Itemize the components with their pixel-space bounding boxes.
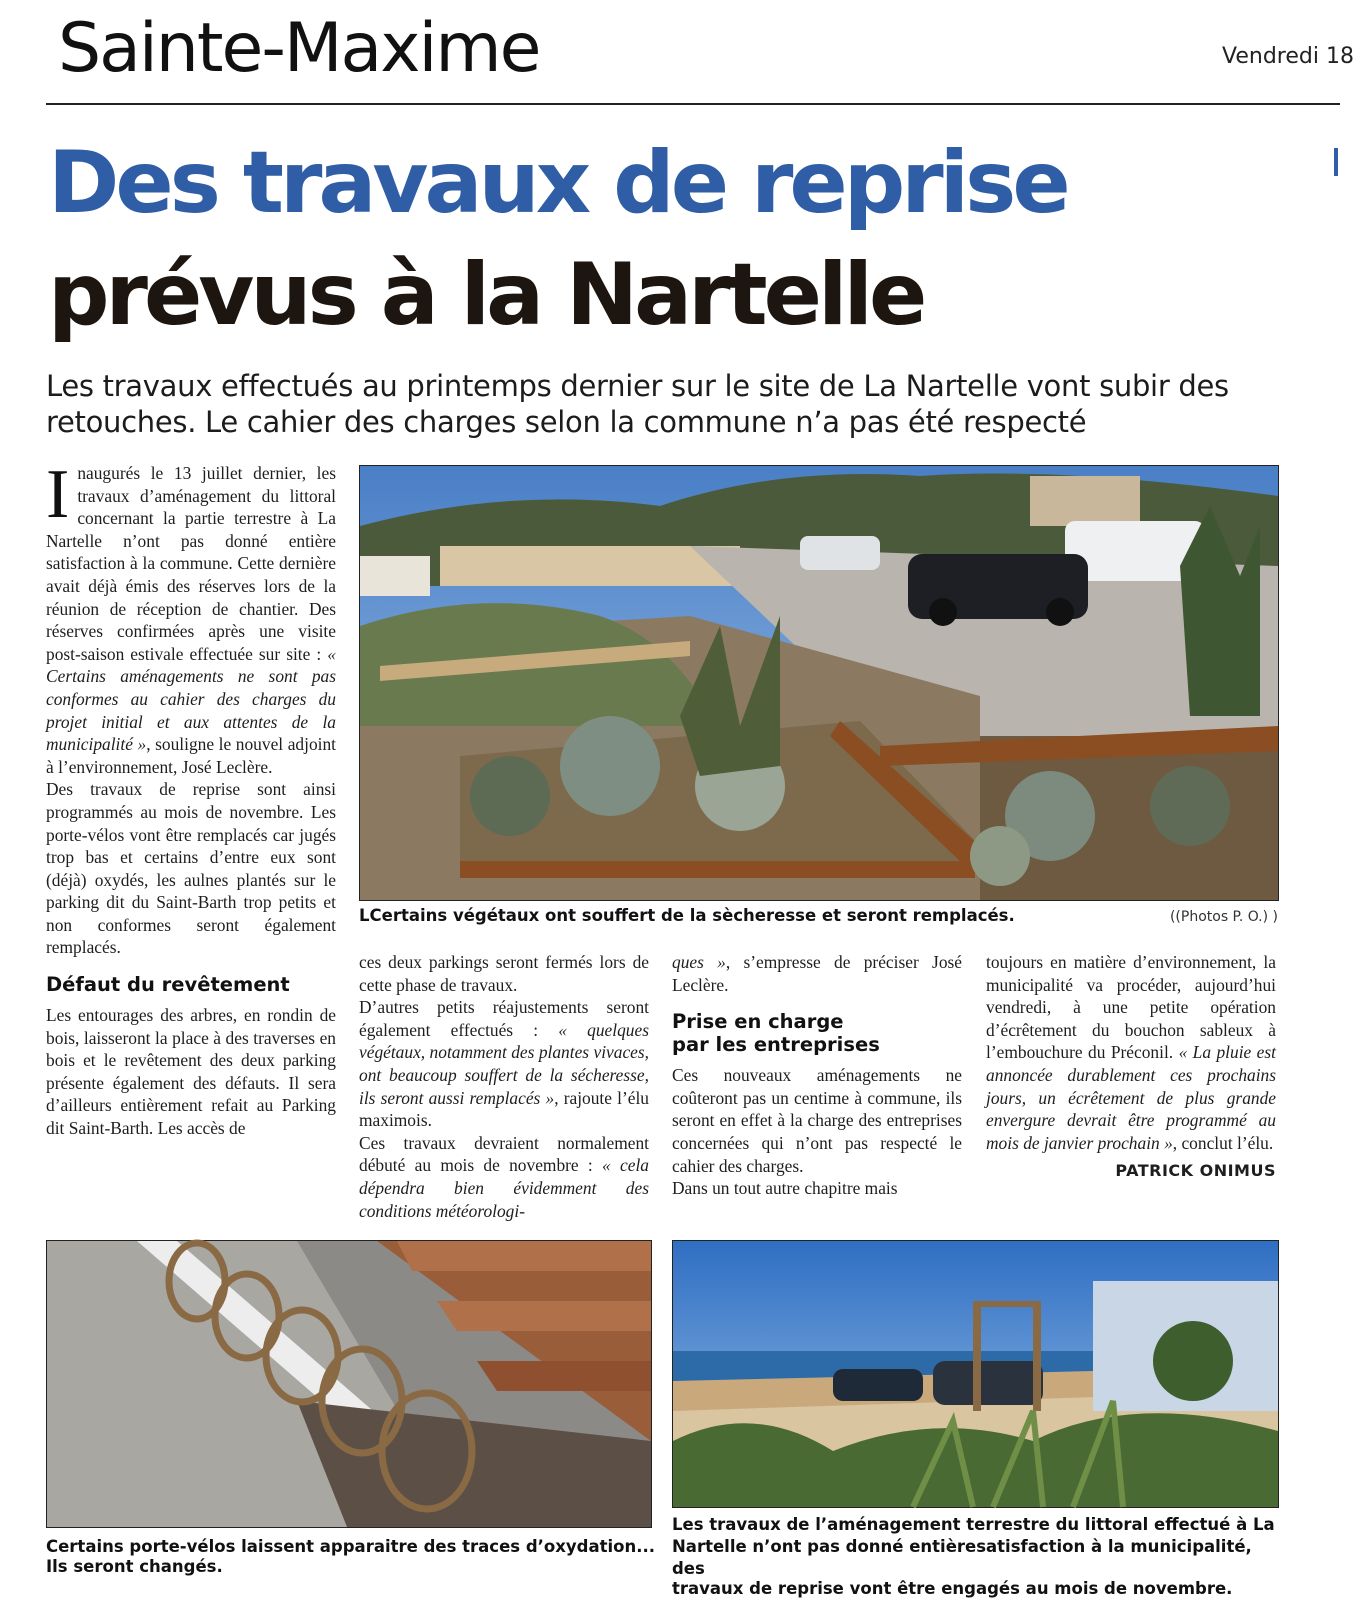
paragraph-1-quote: « Certains aménagements ne sont pas conformes au cahier des charges du projet initial et aux attentes de la municipalité » [46, 643, 336, 755]
col4-end: , conclut l’élu. [1172, 1132, 1274, 1153]
bike-rack-caption-line: Certains porte-vélos laissent apparaitre des traces d’oxydation... [46, 1537, 656, 1556]
byline: PATRICK ONIMUS [1115, 1161, 1276, 1181]
headline-line-1: Des travaux de reprise [48, 133, 1067, 233]
subhead-prise-en-charge [672, 1010, 962, 1056]
article-column-1 [46, 456, 336, 1140]
col2-paragraph-2-quote: « quelques végétaux, notamment des plantes vivaces, ont beaucoup souffert de la sécheresse, ils seront aussi remplacés » [359, 1019, 649, 1108]
col3-paragraph-3: Dans un tout autre chapitre mais [672, 1178, 898, 1199]
drop-cap: I [46, 456, 70, 533]
main-photo-planters [359, 465, 1279, 901]
beach-photo [672, 1240, 1279, 1508]
article-column-3 [672, 951, 962, 1200]
col2-paragraph-2-start: D’autres petits réajustements seront également effectués : [359, 997, 649, 1040]
subhead-prise-line-2: par les entreprises [672, 1033, 880, 1057]
subhead-prise-line-1: Prise en charge [672, 1010, 844, 1034]
col4-paragraph-1: toujours en matière d’environnement, la municipalité va procéder, aujourd’hui vendredi, à une petite opération d’écrêtement du bouchon sableux à l’embouchure du Préconil. [986, 952, 1276, 1063]
paragraph-3: Les entourages des arbres, en rondin de bois, laisseront la place à des traverses en bois et le revêtement des deux parking présente également des défauts. Il sera d’ailleurs entièrement refait au Parking dit Saint-Barth. Les accès de [46, 1005, 336, 1139]
bike-rack-caption [46, 1536, 656, 1596]
header-rule [46, 103, 1340, 105]
section-title: Sainte-Maxime [58, 9, 540, 88]
paragraph-2: Des travaux de reprise sont ainsi programmés au mois de novembre. Les porte-vélos vont être remplacés car jugés trop bas et certains d’entre eux sont (déjà) oxydés, les aulnes plantés sur le parking dit du Saint-Barth trop petits et non conformes seront également remplacés. [46, 779, 336, 958]
col3-paragraph-1-quote: ques » [672, 952, 726, 972]
beach-caption-line: Les travaux de l’aménagement terrestre du littoral effectué à La Nartelle n’ont pas donné entièresatisfaction à la municipalité, des [672, 1515, 1275, 1578]
paragraph-1-intro: naugurés le 13 juillet dernier, les travaux d’aménagement du littoral concernant la partie terrestre à La Nartelle n’ont pas donné entière satisfaction à la commune. Cette dernière avait déjà émis des réserves lors de la réunion de réception de chantier. Des réserves confirmées après une visite post-saison estivale effectuée sur site : [46, 463, 336, 664]
col2-paragraph-3-quote: « cela dépendra bien évidemment des conditions météorologi- [359, 1155, 649, 1221]
standfirst: Les travaux effectués au printemps dernier sur le site de La Nartelle vont subir des retouches. Le cahier des charges selon la commune n’a pas été respecté [46, 369, 1229, 439]
article-column-2 [359, 951, 649, 1222]
main-photo-caption: LCertains végétaux ont souffert de la sècheresse et seront remplacés. [359, 906, 1015, 925]
col3-paragraph-2: Ces nouveaux aménagements ne coûteront pas un centime à commune, ils seront en effet à la charge des entreprises concernées qui n’ont pas respecté le cahier des charges. [672, 1065, 962, 1176]
article-column-4 [986, 951, 1276, 1183]
col2-paragraph-3-start: Ces travaux devraient normalement débuté au mois de novembre : [359, 1132, 649, 1176]
issue-date: Vendredi 18 [1222, 44, 1354, 69]
col2-paragraph-1: ces deux parkings seront fermés lors de cette phase de travaux. [359, 952, 649, 995]
subhead-revetement: Défaut du revêtement [46, 973, 290, 997]
col2-paragraph-2-end: , rajoute l’élu maximois. [359, 1087, 650, 1131]
bike-rack-caption-cut: Ils seront changés. [46, 1557, 223, 1576]
paragraph-1-end: , souligne le nouvel adjoint à l’environnement, José Leclère. [46, 734, 336, 777]
col4-quote: « La pluie est annoncée durablement ces prochains jours, un écrêtement de plus grande envergure devrait être programmé au mois de janvier prochain » [986, 1042, 1276, 1153]
photo-credit: ((Photos P. O.) ) [1169, 909, 1278, 925]
headline-line-2: prévus à la Nartelle [48, 245, 924, 345]
beach-caption [672, 1514, 1280, 1596]
col3-paragraph-1-end: , s’empresse de préciser José Leclère. [672, 952, 962, 995]
edge-marker [1334, 148, 1338, 176]
bike-rack-photo [46, 1240, 652, 1528]
beach-caption-cut: travaux de reprise vont être engagés au mois de novembre. [672, 1579, 1233, 1598]
